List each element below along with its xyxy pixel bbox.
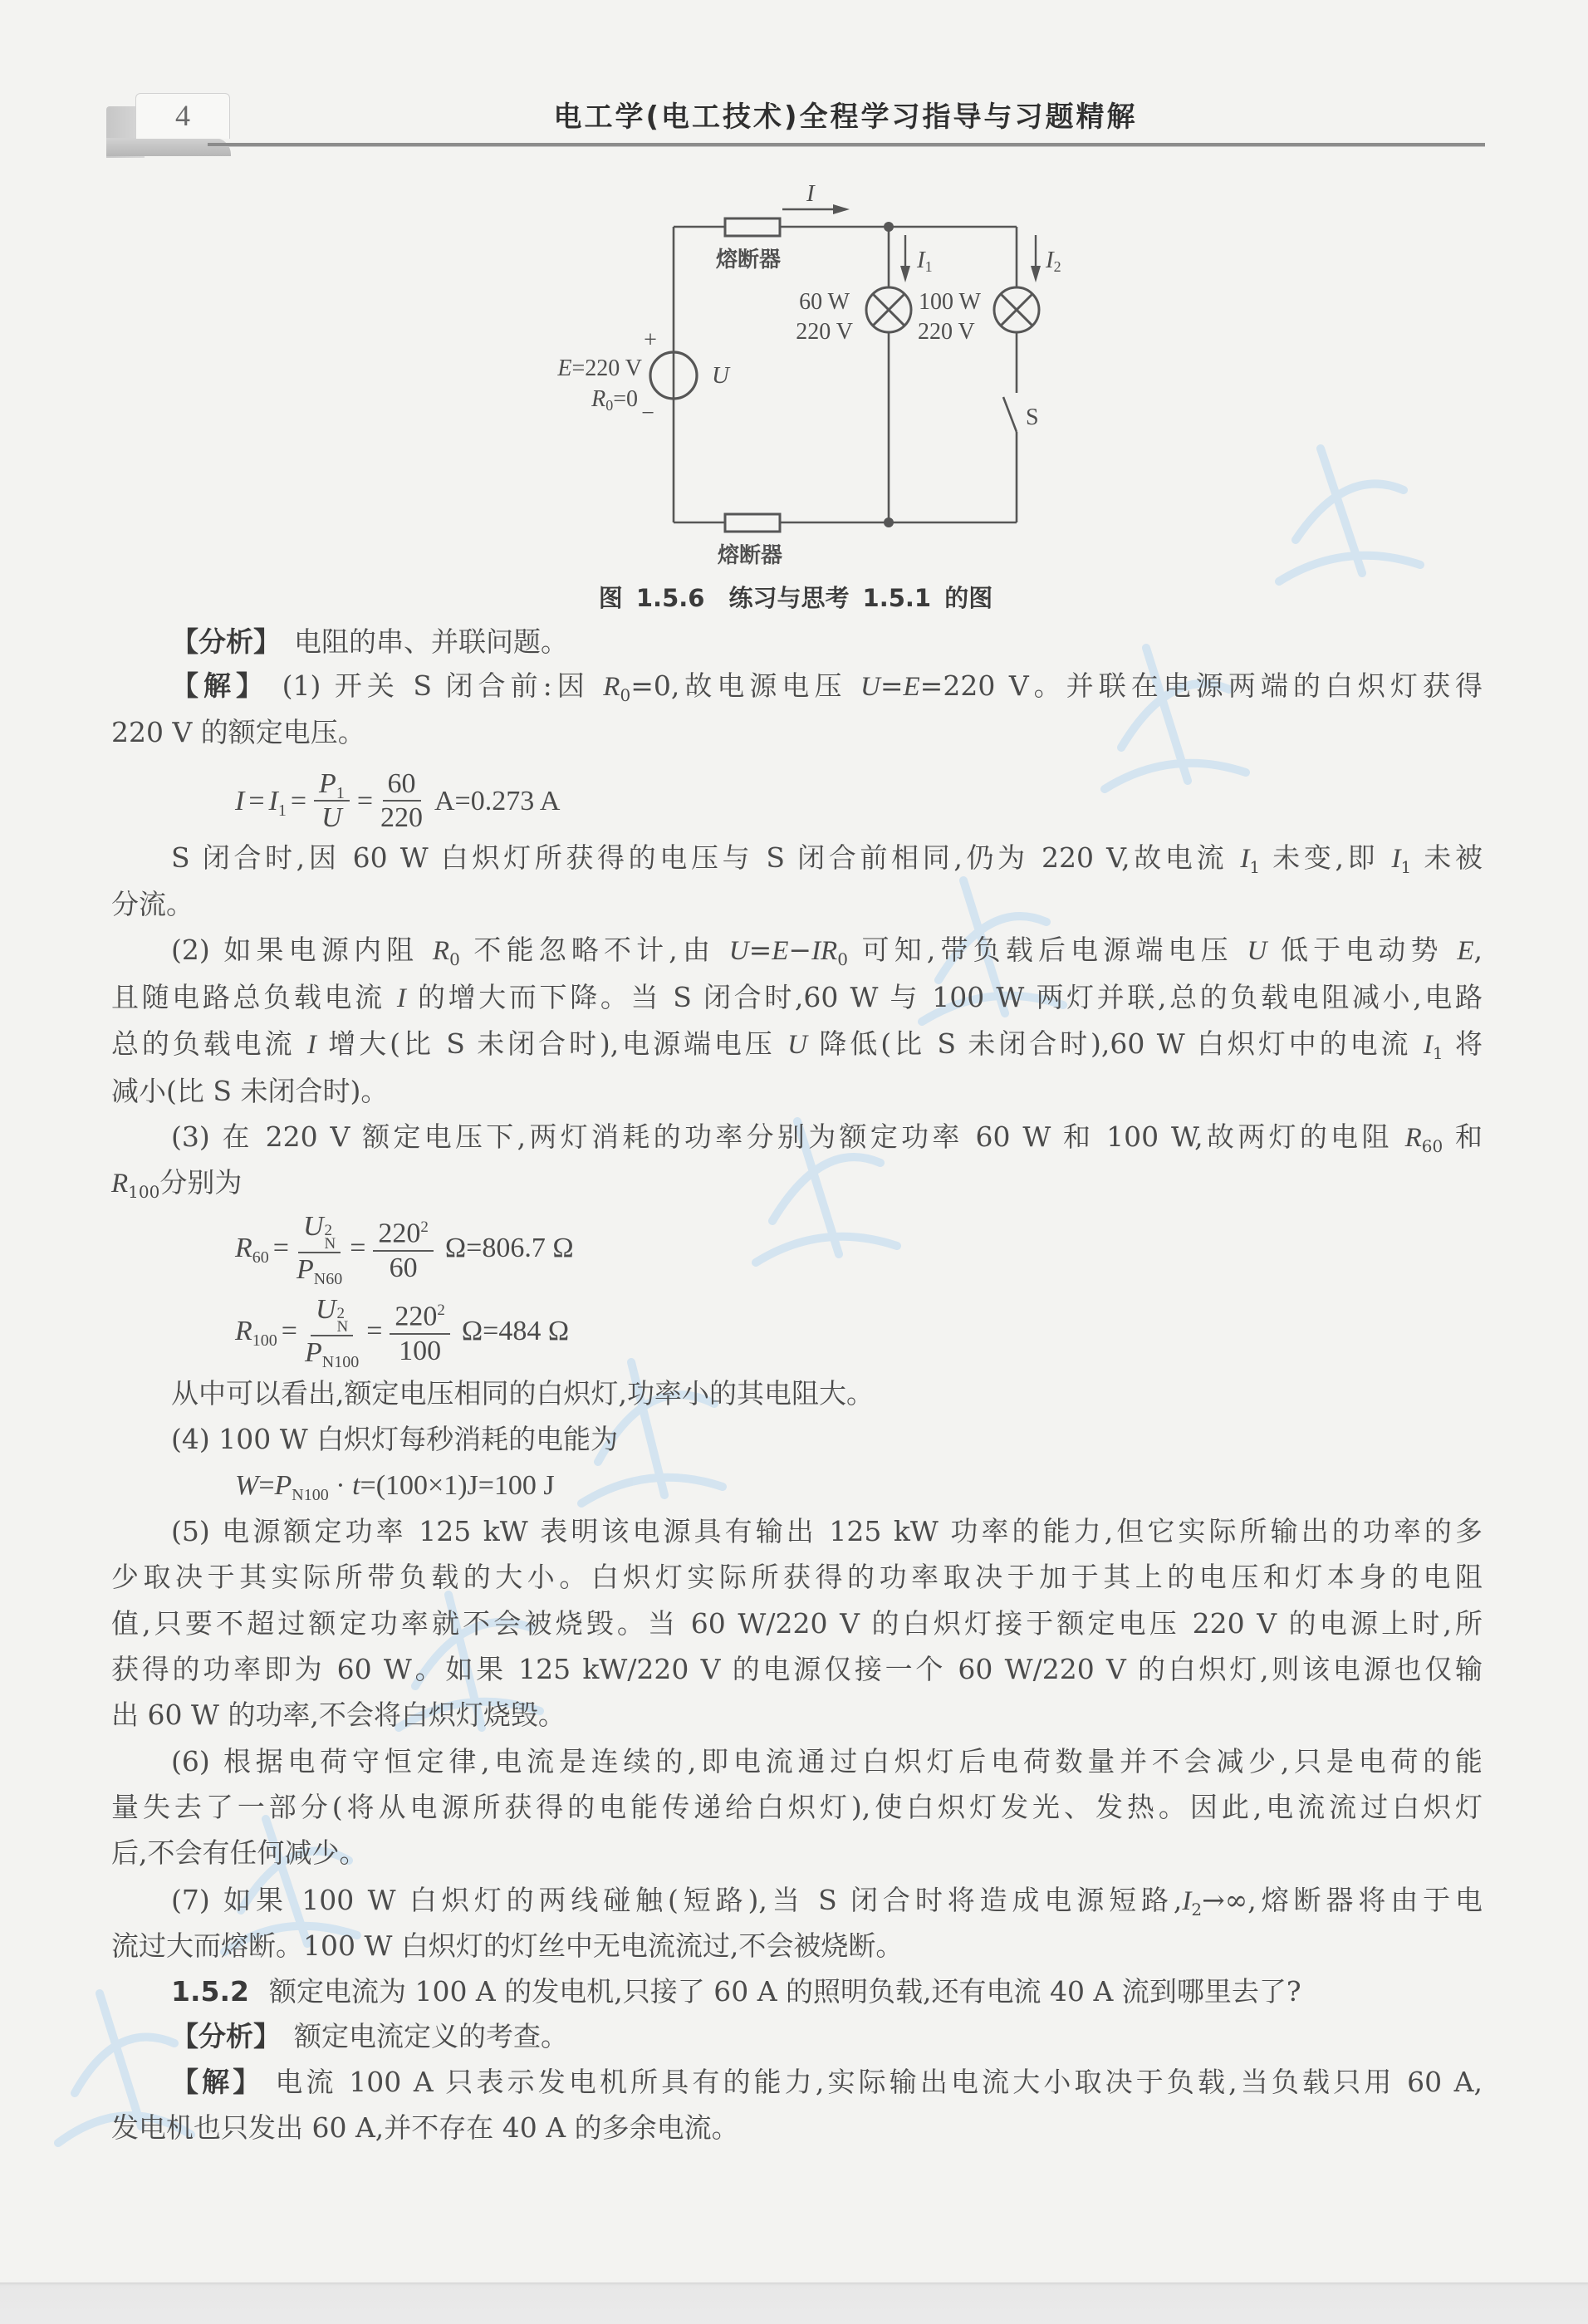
text-line <box>171 840 1483 876</box>
operator: = <box>248 786 265 816</box>
superscript: 2 <box>336 1304 345 1322</box>
subscript: 1 <box>277 802 287 820</box>
variable: E <box>1457 936 1474 966</box>
subscript: N <box>336 1317 349 1336</box>
variable: U <box>787 1030 807 1060</box>
text-run: 分别为 <box>159 1166 243 1199</box>
lamp-100w-icon <box>994 287 1039 332</box>
formula-current <box>235 767 560 836</box>
variable: IR <box>811 936 838 966</box>
figure-caption: 图 1.5.6 练习与思考 1.5.1 的图 <box>598 584 993 612</box>
denominator: 220 <box>380 802 423 833</box>
operator: = <box>281 1316 297 1346</box>
subscript: 60 <box>1421 1136 1443 1156</box>
variable: P <box>274 1470 292 1501</box>
subscript: 0 <box>837 949 848 969</box>
label-fuse-bottom: 熔断器 <box>717 543 783 568</box>
variable: W <box>235 1470 259 1501</box>
text-run: 分流。 <box>111 888 194 920</box>
denominator <box>305 1336 359 1369</box>
label-current-branch2 <box>1045 247 1061 275</box>
text-line <box>111 714 1483 751</box>
subscript: 100 <box>128 1182 160 1202</box>
variable: t <box>352 1470 360 1501</box>
text-run: 减小(比 S 未闭合时)。 <box>111 1075 389 1107</box>
denominator: U <box>321 802 342 833</box>
variable: P <box>296 1253 314 1285</box>
variable: I <box>235 786 245 816</box>
text-line <box>171 1513 1483 1550</box>
sup-sub <box>324 1221 336 1253</box>
switch-icon <box>1003 397 1017 432</box>
fraction <box>305 1295 359 1369</box>
label-internal-resistance <box>591 386 638 414</box>
denominator: 60 <box>389 1252 418 1283</box>
text-run: 和 <box>1443 1120 1483 1153</box>
text-run: 量失去了一部分(将从电源所获得的电能传递给白炽灯),使白炽灯发光、发热。因此,电流流过白炽灯 <box>111 1791 1483 1823</box>
operator: = <box>258 1470 275 1501</box>
variable: R <box>603 672 620 702</box>
text-line <box>111 1835 1483 1871</box>
label-lamp-60w-voltage: 220 V <box>796 319 853 345</box>
text-line <box>111 2110 1483 2146</box>
label-r-sub: 0 <box>605 397 614 414</box>
variable: I <box>268 786 278 816</box>
label-terminal-voltage: U <box>712 362 729 389</box>
exercise-number: 1.5.2 <box>171 1975 249 2008</box>
variable: R <box>1404 1123 1422 1153</box>
fraction <box>373 1213 434 1283</box>
solution-line <box>171 2064 1483 2101</box>
superscript: 2 <box>420 1218 429 1237</box>
label-r-value: =0 <box>613 386 638 412</box>
variable: P <box>304 1336 322 1368</box>
text-line <box>111 886 1483 923</box>
variable: U <box>302 1210 324 1242</box>
operator: = <box>290 786 307 816</box>
text-line <box>171 1375 1483 1412</box>
number: 220 <box>395 1301 438 1332</box>
variable: U <box>315 1293 336 1325</box>
number: 220 <box>378 1218 421 1249</box>
subscript: N <box>324 1234 336 1253</box>
text-run: 降低(比 S 未闭合时),60 W 白炽灯中的电流 <box>806 1027 1424 1060</box>
formula-result: Ω=484 Ω <box>461 1316 570 1346</box>
numerator <box>311 1295 353 1336</box>
variable: U <box>1247 936 1267 966</box>
page-number: 4 <box>135 93 230 139</box>
text-line <box>171 1119 1483 1155</box>
text-run: 未变,即 <box>1260 841 1392 874</box>
operator: · <box>328 1470 353 1501</box>
text-line <box>111 1559 1483 1596</box>
text-line <box>111 1928 1483 1964</box>
numerator <box>298 1212 341 1253</box>
subscript: 0 <box>620 685 631 705</box>
text-run: 且随电路总负载电流 <box>111 981 397 1013</box>
label-minus: − <box>641 400 654 426</box>
variable: R <box>111 1169 129 1199</box>
label-lamp-100w-voltage: 220 V <box>918 319 975 345</box>
text-run: 额定电流为 100 A 的发电机,只接了 60 A 的照明负载,还有电流 40 A 流到哪里去了? <box>268 1975 1301 2008</box>
label-emf <box>556 355 642 381</box>
text-run: =220 V。并联在电源两端的白炽灯获得 <box>919 669 1483 702</box>
formula-result: =(100×1)J=100 J <box>360 1470 555 1501</box>
variable: I <box>1240 844 1250 874</box>
fuse-bottom-icon <box>725 514 780 532</box>
subscript: 1 <box>1400 857 1412 877</box>
text-run: =0,故电源电压 <box>630 669 860 702</box>
label-lamp-100w-power: 100 W <box>919 289 981 315</box>
solution-line <box>171 668 1483 704</box>
formula-energy <box>235 1468 899 1504</box>
label-lamp-60w-power: 60 W <box>799 289 850 315</box>
text-run: 增大(比 S 未闭合时),电源端电压 <box>316 1027 788 1060</box>
term <box>268 786 287 820</box>
variable: E <box>903 672 920 702</box>
term <box>235 1316 277 1350</box>
variable: I <box>396 983 406 1013</box>
term <box>235 1233 269 1267</box>
text-line <box>111 1164 1483 1201</box>
text-run: 电阻的串、并联问题。 <box>294 625 568 658</box>
label-r-symbol: R <box>591 386 606 412</box>
analysis-label: 【分析】 <box>171 625 281 658</box>
label-emf-value: =220 V <box>571 355 642 381</box>
label-switch: S <box>1026 404 1039 430</box>
text-line <box>111 1073 1483 1110</box>
text-run: 出 60 W 的功率,不会将白炽灯烧毁。 <box>111 1699 566 1731</box>
variable: I <box>1423 1030 1433 1060</box>
operator: = <box>350 1233 366 1263</box>
subscript: N100 <box>292 1486 329 1504</box>
text-run: = <box>748 934 772 966</box>
text-line <box>111 1697 1483 1733</box>
subscript: 1 <box>1249 857 1261 877</box>
text-line <box>111 1606 1483 1642</box>
current-arrow-total <box>782 204 850 214</box>
text-run: 额定电流定义的考查。 <box>294 2020 568 2052</box>
junction-dot-bottom <box>884 517 894 527</box>
numerator <box>373 1213 434 1251</box>
label-fuse-top: 熔断器 <box>715 248 782 272</box>
text-run: 将 <box>1443 1027 1483 1060</box>
variable: R <box>432 936 450 966</box>
numerator: 60 <box>383 769 421 802</box>
text-run: (2) 如果电源内阻 <box>171 934 433 966</box>
operator: = <box>356 786 373 816</box>
text-run: (5) 电源额定功率 125 kW 表明该电源具有输出 125 kW 功率的能力,但它实际所输出的功率的多 <box>171 1515 1483 1547</box>
running-title: 电工学(电工技术)全程学习指导与习题精解 <box>553 101 1138 134</box>
denominator <box>297 1253 342 1286</box>
solution-label: 【解】 <box>171 669 269 702</box>
text-line <box>111 1026 1483 1062</box>
operator: = <box>272 1233 289 1263</box>
text-run: 总的负载电流 <box>111 1027 307 1060</box>
text-run: (4) 100 W 白炽灯每秒消耗的电能为 <box>171 1423 619 1455</box>
text-run: 不能忽略不计,由 <box>459 934 729 966</box>
text-run: 的增大而下降。当 S 闭合时,60 W 与 100 W 两灯并联,总的负载电阻减小,电路 <box>405 981 1483 1013</box>
fuse-top-icon <box>725 218 780 236</box>
text-run: 从中可以看出,额定电压相同的白炽灯,功率小的其电阻大。 <box>171 1377 874 1410</box>
text-line <box>111 1789 1483 1826</box>
numerator <box>314 769 350 802</box>
current-arrow-branch1 <box>900 235 910 282</box>
formula-result: A=0.273 A <box>434 786 561 816</box>
fraction <box>380 769 423 834</box>
text-run: − <box>788 934 812 966</box>
text-run: 获得的功率即为 60 W。如果 125 kW/220 V 的电源仅接一个 60 W/220 V 的白炽灯,则该电源也仅输 <box>111 1653 1483 1685</box>
fraction <box>390 1296 450 1366</box>
text-line <box>171 1421 1483 1458</box>
superscript: 2 <box>437 1302 445 1320</box>
superscript: 2 <box>324 1221 332 1239</box>
page-bottom-edge <box>0 2282 1588 2324</box>
variable: I <box>306 1030 316 1060</box>
text-run: 低于电动势 <box>1267 934 1458 966</box>
formula-result: Ω=806.7 Ω <box>444 1233 574 1263</box>
text-run: 后,不会有任何减少。 <box>111 1836 367 1869</box>
fraction <box>297 1212 342 1286</box>
operator: = <box>366 1316 383 1346</box>
current-arrow-branch2 <box>1031 235 1041 282</box>
text-run: →∞,熔断器将由于电 <box>1202 1884 1483 1916</box>
subscript: 1 <box>1432 1043 1443 1063</box>
analysis-line <box>171 2018 1483 2055</box>
variable: U <box>860 672 880 702</box>
sup-sub <box>336 1304 349 1336</box>
lamp-60w-icon <box>866 287 911 332</box>
variable: U <box>728 936 749 966</box>
analysis-line <box>171 624 1483 660</box>
subscript: 60 <box>252 1248 269 1267</box>
text-run: 流过大而熔断。100 W 白炽灯的灯丝中无电流流过,不会被烧断。 <box>111 1929 904 1962</box>
text-run: 发电机也只发出 60 A,并不存在 40 A 的多余电流。 <box>111 2111 739 2144</box>
denominator: 100 <box>399 1335 442 1366</box>
fraction <box>314 769 350 834</box>
label-current-sub: 1 <box>924 258 933 275</box>
subscript: 100 <box>252 1331 277 1350</box>
solution-label: 【解】 <box>171 2066 264 2098</box>
text-run: 可知,带负载后电源端电压 <box>847 934 1247 966</box>
text-line <box>111 979 1483 1016</box>
subscript: N100 <box>321 1352 360 1371</box>
circuit-diagram <box>0 0 1588 631</box>
junction-dot-top <box>884 222 894 232</box>
variable: I <box>1391 844 1401 874</box>
variable: E <box>772 936 789 966</box>
text-run: (6) 根据电荷守恒定律,电流是连续的,即电流通过白炽灯后电荷数量并不会减少,只是电荷的能 <box>171 1745 1483 1777</box>
text-run: = <box>880 669 904 702</box>
text-run: (1) 开关 S 闭合前:因 <box>268 669 604 702</box>
variable: R <box>235 1316 252 1346</box>
text-run: 电流 100 A 只表示发电机所具有的能力,实际输出电流大小取决于负载,当负载只用 60 A, <box>275 2066 1483 2098</box>
formula-r60 <box>235 1210 574 1288</box>
analysis-label: 【分析】 <box>171 2020 281 2052</box>
text-run: , <box>1473 934 1483 966</box>
exercise-question <box>171 1973 1483 2010</box>
label-current-branch1 <box>916 247 933 275</box>
label-current-total: I <box>806 180 815 207</box>
text-run: (3) 在 220 V 额定电压下,两灯消耗的功率分别为额定功率 60 W 和 100 W,故两灯的电阻 <box>171 1120 1405 1153</box>
subscript: 0 <box>449 949 460 969</box>
variable: P <box>319 768 336 799</box>
label-emf-symbol: E <box>557 355 572 381</box>
text-run: 少取决于其实际所带负载的大小。白炽灯实际所获得的功率取决于加于其上的电压和灯本身的电阻 <box>111 1561 1483 1593</box>
numerator <box>390 1296 450 1334</box>
formula-r100 <box>235 1293 570 1371</box>
text-run: 220 V 的额定电压。 <box>111 716 365 748</box>
label-current-symbol: I <box>917 247 925 273</box>
subscript: 1 <box>336 784 345 802</box>
subscript: 2 <box>1191 1900 1203 1920</box>
text-run: (7) 如果 100 W 白炽灯的两线碰触(短路),当 S 闭合时将造成电源短路, <box>171 1884 1183 1916</box>
subscript: N60 <box>313 1269 343 1288</box>
text-line <box>171 1743 1483 1780</box>
label-current-sub: 2 <box>1053 258 1061 275</box>
variable: I <box>1182 1886 1192 1916</box>
variable: R <box>235 1233 252 1263</box>
text-line <box>111 1651 1483 1688</box>
text-line <box>171 1882 1483 1919</box>
label-plus: + <box>644 327 657 353</box>
text-run: S 闭合时,因 60 W 白炽灯所获得的电压与 S 闭合前相同,仍为 220 V,故电流 <box>171 841 1241 874</box>
text-run: 值,只要不超过额定功率就不会被烧毁。当 60 W/220 V 的白炽灯接于额定电压 220 V 的电源上时,所 <box>111 1607 1483 1640</box>
text-run: 未被 <box>1411 841 1483 874</box>
text-line <box>171 932 1483 968</box>
label-current-symbol: I <box>1046 247 1054 273</box>
